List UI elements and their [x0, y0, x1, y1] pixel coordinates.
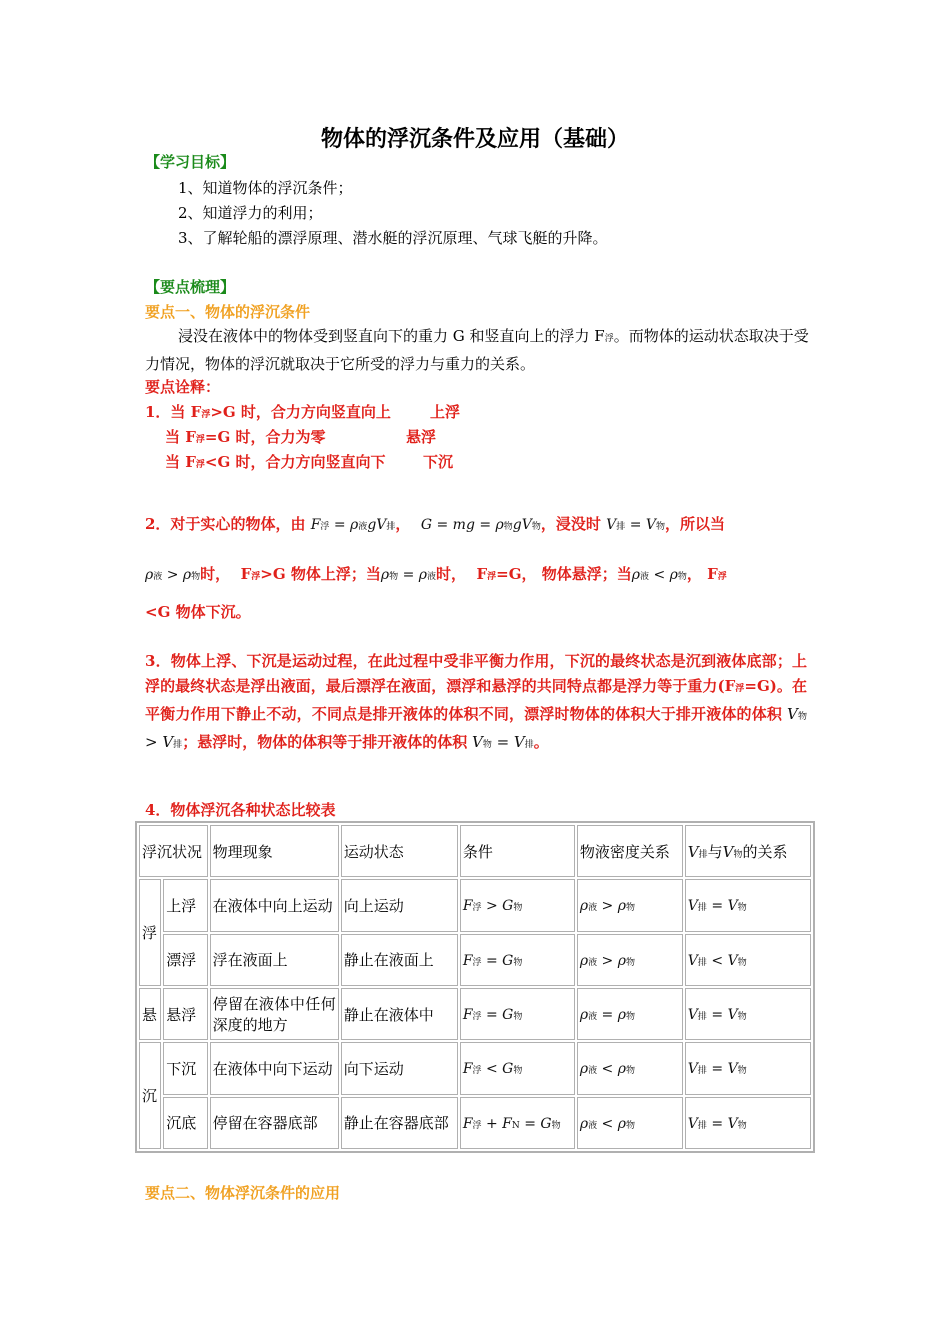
row-density: ρ液 > ρ物	[577, 934, 683, 986]
row-volume: V排 = V物	[685, 988, 811, 1040]
row-condition: F浮 > G物	[460, 879, 575, 931]
row-volume: V排 = V物	[685, 1042, 811, 1094]
row-phenomenon: 在液体中向下运动	[210, 1042, 339, 1094]
group-float: 浮	[139, 879, 161, 986]
points-heading: 【要点梳理】	[145, 278, 236, 296]
header-state: 浮沉状况	[139, 825, 208, 877]
formula-buoyancy: F浮 = ρ液gV排	[310, 517, 396, 533]
comparison-table	[135, 821, 815, 1153]
page-title: 物体的浮沉条件及应用（基础）	[320, 126, 629, 152]
point2-heading: 要点二、物体浮沉条件的应用	[145, 1184, 341, 1202]
row-density: ρ液 < ρ物	[577, 1097, 683, 1149]
header-condition: 条件	[460, 825, 575, 877]
objective-item: 1、知道物体的浮沉条件；	[178, 179, 353, 197]
rule-1-result: 上浮	[430, 403, 461, 421]
objectives-heading: 【学习目标】	[145, 153, 236, 171]
group-sink: 沉	[139, 1042, 161, 1149]
formula-gravity: G = mg = ρ物gV物	[420, 517, 541, 533]
formula-volume-equal: V排 = V物	[606, 517, 666, 533]
item-2-line-1: 2．对于实心的物体，由 F浮 = ρ液gV排， G = mg = ρ物gV物，浸没时 V排 = V物，所以当	[145, 515, 726, 533]
row-state: 漂浮	[163, 934, 207, 986]
rule-3: 当 F浮<G 时，合力方向竖直向下	[165, 453, 386, 471]
header-density: 物液密度关系	[577, 825, 683, 877]
item-2-line-2: ρ液 > ρ物时， F浮>G 物体上浮；当ρ物 = ρ液时， F浮=G， 物体悬浮；当ρ液 < ρ物， F浮	[145, 565, 727, 583]
rule-2: 当 F浮=G 时，合力为零	[165, 428, 326, 446]
table-row	[139, 1042, 811, 1094]
row-phenomenon: 停留在液体中任何深度的地方	[210, 988, 339, 1040]
rule-1: 1．当 F浮>G 时，合力方向竖直向上	[145, 403, 391, 421]
row-phenomenon: 停留在容器底部	[210, 1097, 339, 1149]
item-3-paragraph: 3．物体上浮、下沉是运动过程，在此过程中受非平衡力作用，下沉的最终状态是沉到液体底部；上浮的最终状态是浮出液面，最后漂浮在液面，漂浮和悬浮的共同特点都是浮力等于重力(F浮=G)。在平衡力作用下静止不动，不同点是排开液体的体积不同，漂浮时物体的体积大于排开液体的体积 V物 > V排；悬浮时，物体的体积等于排开液体的体积 V物 = V排。	[145, 652, 807, 751]
rule-3-result: 下沉	[423, 453, 454, 471]
row-density: ρ液 = ρ物	[577, 988, 683, 1040]
row-motion: 向上运动	[341, 879, 458, 931]
header-phenomenon: 物理现象	[210, 825, 339, 877]
row-motion: 静止在液面上	[341, 934, 458, 986]
row-state: 下沉	[163, 1042, 207, 1094]
item-4-heading: 4．物体浮沉各种状态比较表	[145, 801, 336, 819]
row-state: 沉底	[163, 1097, 207, 1149]
item-2-line-3: <G 物体下沉。	[145, 603, 251, 621]
explain-heading: 要点诠释：	[145, 378, 221, 396]
row-condition: F浮 = G物	[460, 988, 575, 1040]
point1-paragraph: 浸没在液体中的物体受到竖直向下的重力 G 和竖直向上的浮力 F浮。而物体的运动状态取决于受力情况，物体的浮沉就取决于它所受的浮力与重力的关系。	[145, 327, 809, 373]
row-density: ρ液 > ρ物	[577, 879, 683, 931]
header-volume: V排与V物的关系	[685, 825, 811, 877]
objective-item: 2、知道浮力的利用；	[178, 204, 323, 222]
table-row	[139, 1097, 811, 1149]
objective-item: 3、了解轮船的漂浮原理、潜水艇的浮沉原理、气球飞艇的升降。	[178, 229, 608, 247]
row-state: 悬浮	[163, 988, 207, 1040]
table-header-row	[139, 825, 811, 877]
row-condition: F浮 = G物	[460, 934, 575, 986]
row-condition: F浮 + FN = G物	[460, 1097, 575, 1149]
table-row	[139, 879, 811, 931]
row-volume: V排 < V物	[685, 934, 811, 986]
row-motion: 向下运动	[341, 1042, 458, 1094]
table-row	[139, 934, 811, 986]
row-volume: V排 = V物	[685, 1097, 811, 1149]
header-motion: 运动状态	[341, 825, 458, 877]
table-row	[139, 988, 811, 1040]
row-phenomenon: 浮在液面上	[210, 934, 339, 986]
row-phenomenon: 在液体中向上运动	[210, 879, 339, 931]
row-state: 上浮	[163, 879, 207, 931]
rule-2-result: 悬浮	[406, 428, 437, 446]
row-condition: F浮 < G物	[460, 1042, 575, 1094]
row-volume: V排 = V物	[685, 879, 811, 931]
row-motion: 静止在容器底部	[341, 1097, 458, 1149]
group-suspend: 悬	[139, 988, 161, 1040]
point1-heading: 要点一、物体的浮沉条件	[145, 303, 311, 321]
row-motion: 静止在液体中	[341, 988, 458, 1040]
row-density: ρ液 < ρ物	[577, 1042, 683, 1094]
